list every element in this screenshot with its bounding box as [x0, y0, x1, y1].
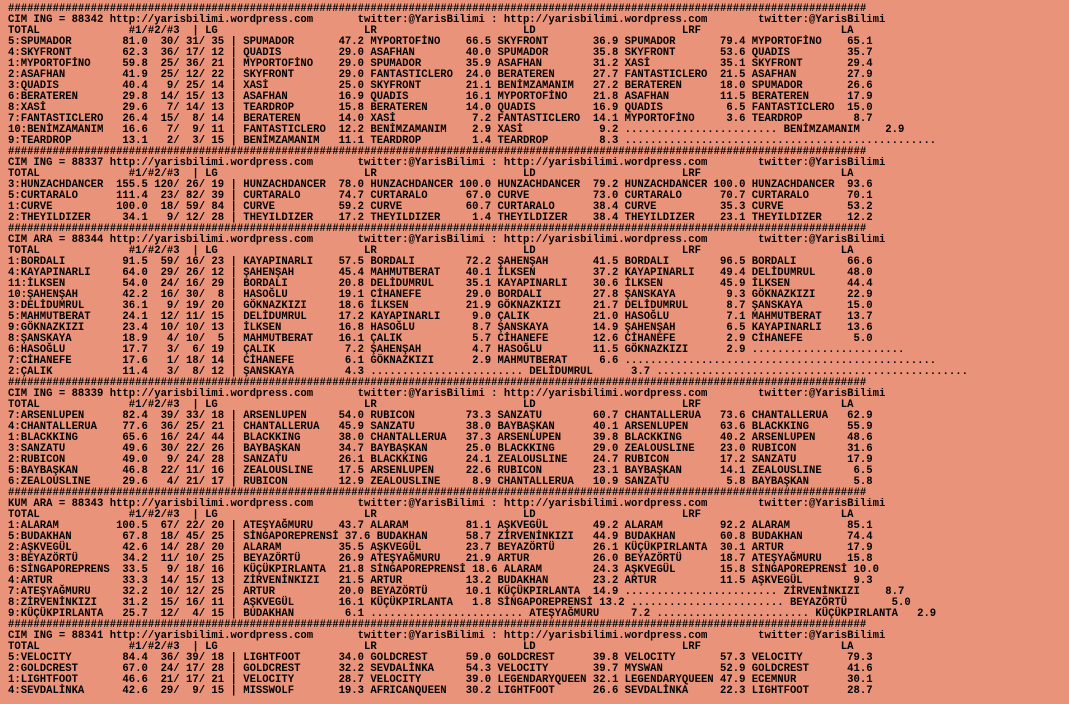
text-line: 5:SPUMADOR 81.0 30/ 31/ 35 | SPUMADOR 47.2 MYPORTOFİNO 66.5 SKYFRONT 36.9 SPUMADOR 79.4 MYPORTOFİNO 65.1 [8, 36, 873, 48]
text-line: CIM ARA = 88344 http://yarisbilimi.wordpress.com twitter:@YarisBilimi : http://yarisbilimi.wordpress.com twitter:@YarisBilimi [8, 234, 886, 246]
text-line: 11:İLKSEN 54.0 24/ 16/ 29 | BORDALI 20.8 DELİDUMRUL 35.1 KAYAPINARLI 30.6 İLKSEN 45.9 İLKSEN 44.4 [8, 278, 873, 290]
text-line: 7:ATEŞYAĞMURU 32.2 10/ 12/ 25 | ARTUR 20.0 BEYAZÖRTÜ 10.1 KÜÇÜKPIRLANTA 14.9 ........................ ZİRVENİNKIZI 8.7 [8, 586, 905, 598]
text-line: CIM ING = 88341 http://yarisbilimi.wordpress.com twitter:@YarisBilimi : http://yarisbilimi.wordpress.com twitter:@YarisBilimi [8, 630, 886, 642]
text-line: ####################################################################################################################################### [8, 487, 867, 499]
text-line: CIM ING = 88339 http://yarisbilimi.wordpress.com twitter:@YarisBilimi : http://yarisbilimi.wordpress.com twitter:@YarisBilimi [8, 388, 886, 400]
text-line: 4:KAYAPINARLI 64.0 29/ 26/ 12 | ŞAHENŞAH 45.4 MAHMUTBERAT 40.1 İLKSEN 37.2 KAYAPINARLI 49.4 DELİDUMRUL 48.0 [8, 267, 873, 279]
text-line: ####################################################################################################################################### [8, 223, 867, 235]
text-line: 4:CHANTALLERUA 77.6 36/ 25/ 21 | CHANTALLERUA 45.9 SANZATU 38.0 BAYBAŞKAN 40.1 ARSENLUPEN 63.6 BLACKKING 55.9 [8, 421, 873, 433]
text-line: 7:CİHANEFE 17.6 1/ 18/ 14 | CİHANEFE 6.1 GÖKNAZKIZI 2.9 MAHMUTBERAT 6.6 ................................................. [8, 355, 937, 367]
text-line: 8:ZİRVENİNKIZI 31.2 15/ 16/ 11 | AŞKVEGÜL 16.1 KÜÇÜKPIRLANTA 1.8 SİNGAPOREPRENSİ 13.2 ........................ BEYAZÖRTÜ 5.0 [8, 597, 911, 609]
text-line: 10:BENİMZAMANIM 16.6 7/ 9/ 11 | FANTASTICLERO 12.2 BENİMZAMANIM 2.9 XASİ 9.2 ........................ BENİMZAMANIM 2.9 [8, 124, 905, 136]
text-line: 3:QUADIS 40.4 9/ 25/ 14 | XASİ 25.0 SKYFRONT 21.1 BENİMZAMANIM 27.2 BERATEREN 18.0 SPUMADOR 26.6 [8, 80, 873, 92]
text-line: TOTAL #1/#2/#3 | LG LR LD LRF LA [8, 509, 854, 521]
text-line: ####################################################################################################################################### [8, 377, 867, 389]
text-line: 9:KÜÇÜKPIRLANTA 25.7 12/ 4/ 15 | BUDAKHAN 6.1 ........................ ATEŞYAĞMURU 7.2 ........................ KÜÇÜKPIRLANTA 2.9 [8, 608, 937, 620]
text-line: 2:ASAFHAN 41.9 25/ 12/ 22 | SKYFRONT 29.0 FANTASTICLERO 24.0 BERATEREN 27.7 FANTASTICLERO 21.5 ASAFHAN 27.9 [8, 69, 873, 81]
text-line: TOTAL #1/#2/#3 | LG LR LD LRF LA [8, 168, 854, 180]
text-line: 5:CURTARALO 111.4 23/ 82/ 39 | CURTARALO 74.7 CURTARALO 67.0 CURVE 73.0 CURTARALO 70.7 CURTARALO 70.1 [8, 190, 873, 202]
text-line: 4:SKYFRONT 62.3 36/ 17/ 12 | QUADIS 29.0 ASAFHAN 40.0 SPUMADOR 35.8 SKYFRONT 53.6 QUADIS 35.7 [8, 47, 873, 59]
text-line: 2:AŞKVEGÜL 42.6 14/ 28/ 20 | ALARAM 35.5 AŞKVEGÜL 23.7 BEYAZÖRTÜ 26.1 KÜÇÜKPIRLANTA 30.1 ARTUR 17.9 [8, 542, 873, 554]
text-line: 3:HUNZACHDANCER 155.5 120/ 26/ 19 | HUNZACHDANCER 78.0 HUNZACHDANCER 100.0 HUNZACHDANCER 79.2 HUNZACHDANCER 100.0 HUNZACHDANCER 93.6 [8, 179, 873, 191]
text-line: 4:ARTUR 33.3 14/ 15/ 13 | ZİRVENİNKIZI 21.5 ARTUR 13.2 BUDAKHAN 23.2 ARTUR 11.5 AŞKVEGÜL 9.3 [8, 575, 873, 587]
text-line: 4:SEVDALİNKA 42.6 29/ 9/ 15 | MISSWOLF 19.3 AFRICANQUEEN 30.2 LIGHTFOOT 26.6 SEVDALİNKA 22.3 LIGHTFOOT 28.7 [8, 685, 873, 697]
text-line: 3:BEYAZÖRTÜ 34.2 11/ 10/ 25 | BEYAZÖRTÜ 26.9 ATEŞYAĞMURU 21.9 ARTUR 26.0 BEYAZÖRTÜ 18.7 ATEŞYAĞMURU 15.8 [8, 553, 873, 565]
text-line: 2:GOLDCREST 67.0 24/ 17/ 28 | GOLDCREST 32.2 SEVDALİNKA 54.3 VELOCITY 39.7 MYSWAN 52.9 GOLDCREST 41.6 [8, 663, 873, 675]
text-line: CIM ING = 88337 http://yarisbilimi.wordpress.com twitter:@YarisBilimi : http://yarisbilimi.wordpress.com twitter:@YarisBilimi [8, 157, 886, 169]
text-line: 2:ÇALIK 11.4 3/ 8/ 12 | ŞANSKAYA 4.3 ........................ DELİDUMRUL 3.7 ................................................. [8, 366, 968, 378]
text-line: 1:BORDALI 91.5 59/ 16/ 23 | KAYAPINARLI 57.5 BORDALI 72.2 ŞAHENŞAH 41.5 BORDALI 96.5 BORDALI 66.6 [8, 256, 873, 268]
text-line: ####################################################################################################################################### [8, 3, 867, 15]
text-line: 6:ZEALOUSLINE 29.6 4/ 21/ 17 | RUBICON 12.9 ZEALOUSLINE 8.9 CHANTALLERUA 10.9 SANZATU 5.8 BAYBAŞKAN 5.8 [8, 476, 873, 488]
text-line: 1:ALARAM 100.5 67/ 22/ 20 | ATEŞYAĞMURU 43.7 ALARAM 81.1 AŞKVEGÜL 49.2 ALARAM 92.2 ALARAM 85.1 [8, 520, 873, 532]
text-line: 10:ŞAHENŞAH 42.2 16/ 30/ 8 | HASOĞLU 19.1 CİHANEFE 29.0 BORDALI 27.8 ŞANSKAYA 9.3 GÖKNAZKIZI 22.9 [8, 289, 873, 301]
text-line: 7:ARSENLUPEN 82.4 39/ 33/ 18 | ARSENLUPEN 54.0 RUBICON 73.3 SANZATU 60.7 CHANTALLERUA 73.6 CHANTALLERUA 62.9 [8, 410, 873, 422]
text-line: KUM ARA = 88343 http://yarisbilimi.wordpress.com twitter:@YarisBilimi : http://yarisbilimi.wordpress.com twitter:@YarisBilimi [8, 498, 886, 510]
text-line: 1:LIGHTFOOT 46.6 21/ 17/ 21 | VELOCITY 28.7 VELOCITY 39.0 LEGENDARYQUEEN 32.1 LEGENDARYQUEEN 47.9 ECEMNUR 30.1 [8, 674, 873, 686]
text-line: 6:HASOĞLU 17.7 3/ 6/ 19 | ÇALIK 7.2 ŞAHENŞAH 4.7 HASOĞLU 11.5 GÖKNAZKIZI 2.9 ........................ [8, 344, 905, 356]
text-line: 1:MYPORTOFİNO 59.8 25/ 36/ 21 | MYPORTOFİNO 29.0 SPUMADOR 35.9 ASAFHAN 31.2 XASİ 35.1 SKYFRONT 29.4 [8, 58, 873, 70]
text-line: ####################################################################################################################################### [8, 619, 867, 631]
text-line: TOTAL #1/#2/#3 | LG LR LD LRF LA [8, 399, 854, 411]
text-line: ####################################################################################################################################### [8, 146, 867, 158]
text-line: TOTAL #1/#2/#3 | LG LR LD LRF LA [8, 641, 854, 653]
text-line: 2:RUBICON 49.0 9/ 24/ 28 | SANZATU 26.1 BLACKKING 24.1 ZEALOUSLINE 24.7 RUBICON 17.2 SANZATU 17.9 [8, 454, 873, 466]
text-line: 3:DELİDUMRUL 36.1 9/ 19/ 20 | GÖKNAZKIZI 18.6 İLKSEN 21.9 GÖKNAZKIZI 21.7 DELİDUMRUL 8.7 ŞANSKAYA 15.0 [8, 300, 873, 312]
text-line: 5:BAYBAŞKAN 46.8 22/ 11/ 16 | ZEALOUSLINE 17.5 ARSENLUPEN 22.6 RUBICON 23.1 BAYBAŞKAN 14.1 ZEALOUSLINE 6.5 [8, 465, 873, 477]
text-line: 7:FANTASTICLERO 26.4 15/ 8/ 14 | BERATEREN 14.0 XASİ 7.2 FANTASTICLERO 14.1 MYPORTOFİNO 3.6 TEARDROP 8.7 [8, 113, 873, 125]
text-line: 6:SİNGAPOREPRENS 33.5 9/ 18/ 16 | KÜÇÜKPIRLANTA 21.8 SİNGAPOREPRENSİ 18.6 ALARAM 24.3 AŞKVEGÜL 15.8 SİNGAPOREPRENSİ 10.0 [8, 564, 879, 576]
text-line: 5:VELOCITY 84.4 36/ 39/ 18 | LIGHTFOOT 34.0 GOLDCREST 59.0 GOLDCREST 39.8 VELOCITY 57.3 VELOCITY 79.3 [8, 652, 873, 664]
text-line: 9:GÖKNAZKIZI 23.4 10/ 10/ 13 | İLKSEN 16.8 HASOĞLU 8.7 ŞANSKAYA 14.9 ŞAHENŞAH 6.5 KAYAPINARLI 13.6 [8, 322, 873, 334]
text-line: 2:THEYILDIZER 34.1 9/ 12/ 28 | THEYILDIZER 17.2 THEYILDIZER 1.4 THEYILDIZER 38.4 THEYILDIZER 23.1 THEYILDIZER 12.2 [8, 212, 873, 224]
text-line: TOTAL #1/#2/#3 | LG LR LD LRF LA [8, 245, 854, 257]
text-line: 5:BUDAKHAN 67.8 18/ 45/ 25 | SİNGAPOREPRENSİ 37.6 BUDAKHAN 58.7 ZİRVENİNKIZI 44.9 BUDAKHAN 60.8 BUDAKHAN 74.4 [8, 531, 873, 543]
text-line: 8:XASİ 29.6 7/ 14/ 13 | TEARDROP 15.8 BERATEREN 14.0 QUADIS 16.9 QUADIS 6.5 FANTASTICLERO 15.0 [8, 102, 873, 114]
text-line: 9:TEARDROP 13.1 2/ 3/ 15 | BENİMZAMANIM 11.1 TEARDROP 1.4 TEARDROP 8.3 ................................................. [8, 135, 937, 147]
text-line: 3:SANZATU 49.6 30/ 22/ 26 | BAYBAŞKAN 34.7 BAYBAŞKAN 25.0 BLACKKING 29.0 ZEALOUSLINE 23.0 RUBICON 31.6 [8, 443, 873, 455]
text-line: 6:BERATEREN 29.8 14/ 15/ 13 | ASAFHAN 16.9 QUADIS 16.1 MYPORTOFİNO 21.8 ASAFHAN 11.5 BERATEREN 17.9 [8, 91, 873, 103]
text-line: 5:MAHMUTBERAT 24.1 12/ 11/ 15 | DELİDUMRUL 17.2 KAYAPINARLI 9.0 ÇALIK 21.0 HASOĞLU 7.1 MAHMUTBERAT 13.7 [8, 311, 873, 323]
text-line: 1:CURVE 100.0 18/ 59/ 84 | CURVE 59.2 CURVE 60.7 CURTARALO 38.4 CURVE 35.3 CURVE 53.2 [8, 201, 873, 213]
text-line: 8:ŞANSKAYA 18.9 4/ 10/ 5 | MAHMUTBERAT 16.1 ÇALIK 5.7 CİHANEFE 12.6 CİHANEFE 2.9 CİHANEFE 5.0 [8, 333, 873, 345]
text-line: CIM ING = 88342 http://yarisbilimi.wordpress.com twitter:@YarisBilimi : http://yarisbilimi.wordpress.com twitter:@YarisBilimi [8, 14, 886, 26]
text-line: 1:BLACKKING 65.6 16/ 24/ 44 | BLACKKING 38.0 CHANTALLERUA 37.3 ARSENLUPEN 39.8 BLACKKING 40.2 ARSENLUPEN 48.6 [8, 432, 873, 444]
text-line: TOTAL #1/#2/#3 | LG LR LD LRF LA [8, 25, 854, 37]
